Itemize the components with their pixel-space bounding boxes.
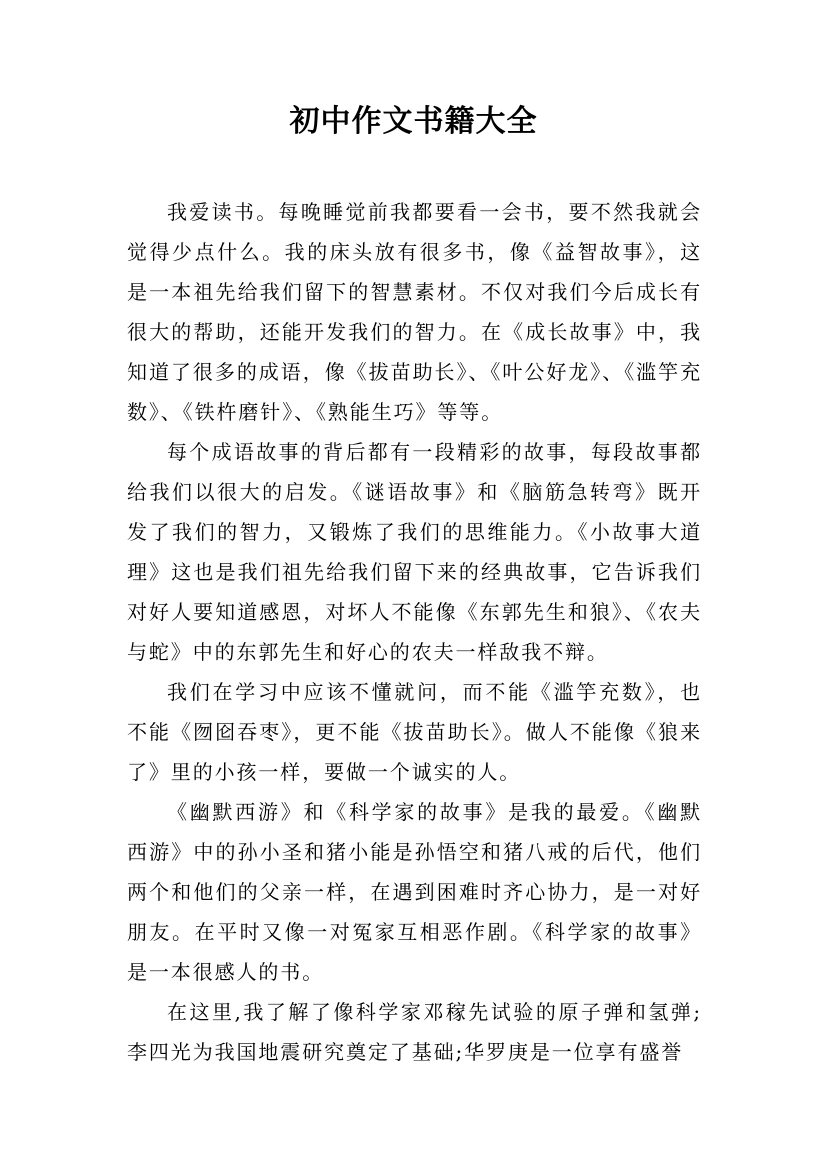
document-title: 初中作文书籍大全 — [289, 104, 538, 139]
document-body — [127, 192, 702, 1072]
paragraph-3: 我们在学习中应该不懂就问，而不能《滥竽充数》，也不能《囫囵吞枣》，更不能《拔苗助长》。做人不能像《狼来了》里的小孩一样，要做一个诚实的人。 — [127, 680, 702, 784]
paragraph-5: 在这里,我了解了像科学家邓稼先试验的原子弹和氢弹;李四光为我国地震研究奠定了基础;华罗庚是一位享有盛誉 — [127, 1000, 702, 1064]
paragraph-1: 我爱读书。每晚睡觉前我都要看一会书，要不然我就会觉得少点什么。我的床头放有很多书，像《益智故事》，这是一本祖先给我们留下的智慧素材。不仅对我们今后成长有很大的帮助，还能开发我们的智力。在《成长故事》中，我知道了很多的成语，像《拔苗助长》、《叶公好龙》、《滥竽充数》、《铁杵磨针》、《熟能生巧》等等。 — [127, 200, 702, 424]
paragraph-2: 每个成语故事的背后都有一段精彩的故事，每段故事都给我们以很大的启发。《谜语故事》和《脑筋急转弯》既开发了我们的智力，又锻炼了我们的思维能力。《小故事大道理》这也是我们祖先给我们留下来的经典故事，它告诉我们对好人要知道感恩，对坏人不能像《东郭先生和狼》、《农夫与蛇》中的东郭先生和好心的农夫一样敌我不辩。 — [127, 440, 702, 664]
paragraph-4: 《幽默西游》和《科学家的故事》是我的最爱。《幽默西游》中的孙小圣和猪小能是孙悟空和猪八戒的后代，他们两个和他们的父亲一样，在遇到困难时齐心协力，是一对好朋友。在平时又像一对冤家互相恶作剧。《科学家的故事》是一本很感人的书。 — [127, 800, 702, 984]
